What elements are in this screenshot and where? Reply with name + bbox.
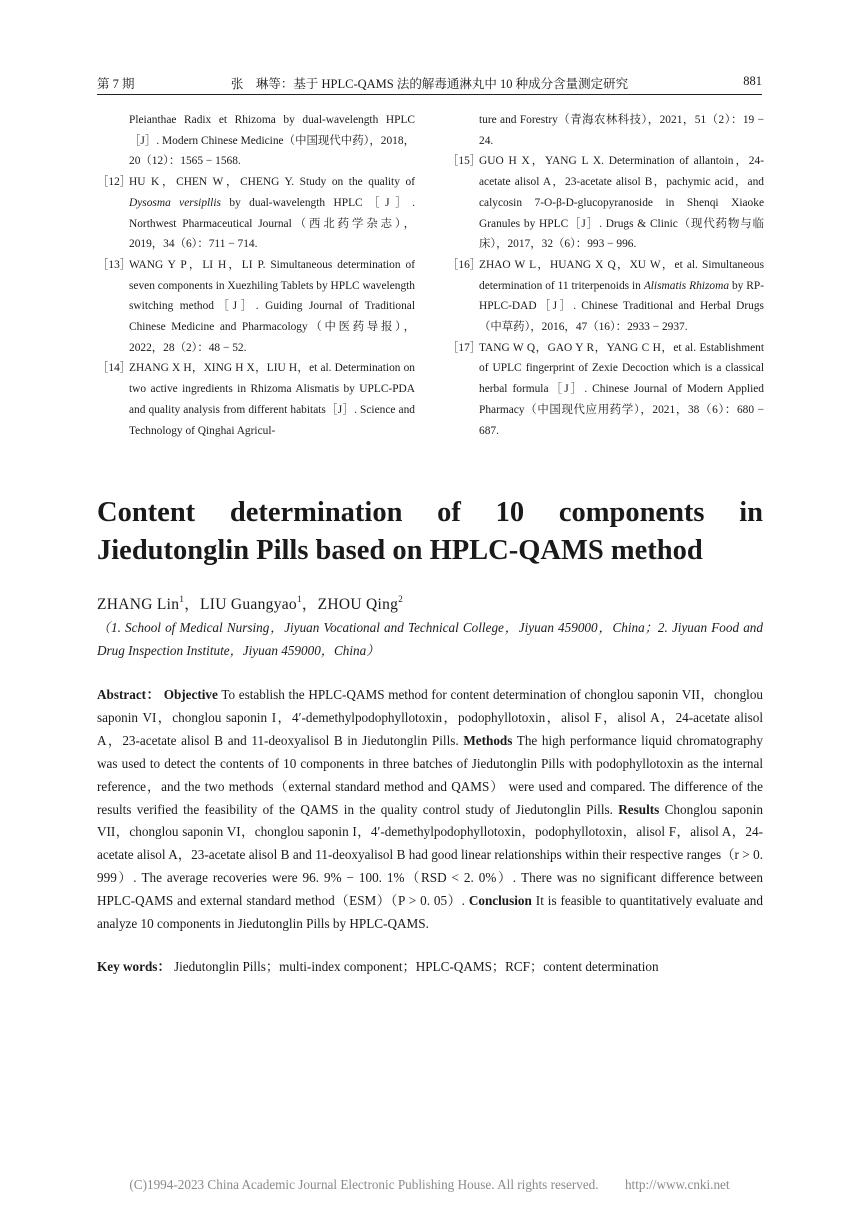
author-affiliation-mark: 1 — [179, 594, 185, 604]
running-title: 张 琳等：基于 HPLC-QAMS 法的解毒通淋丸中 10 种成分含量测定研究 — [230, 77, 629, 91]
reference-number: ［17］ — [447, 341, 482, 354]
reference-item — [97, 358, 415, 441]
reference-text: by RP-HPLC-DAD［J］. Chinese Traditional and Herbal Drugs（中草药），2016，47（16）：2933 − 2937. — [479, 279, 764, 334]
reference-italic: Alismatis Rhizoma — [643, 279, 730, 292]
author-affiliation-mark: 1 — [296, 594, 302, 604]
abstract-label: Abstract — [97, 687, 147, 702]
references-right-column — [447, 110, 764, 441]
reference-item — [447, 338, 764, 442]
methods-label: Methods — [463, 732, 513, 748]
title-line-1: Content determination of 10 components in — [97, 497, 763, 528]
affiliation-text: （1. School of Medical Nursing，Jiyuan Vocational and Technical College，Jiyuan 459000，China；2. Jiyuan Food and Drug Inspection Institute，Jiyuan 459000，China） — [97, 620, 763, 658]
title-line-2: Jiedutonglin Pills based on HPLC-QAMS method — [97, 535, 703, 566]
objective-text: To establish the HPLC-QAMS method for content determination of chonglou saponin VII，chonglou saponin VI，chonglou saponin I，4′-demethylpodophyllotoxin，podophyllotoxin，alisol F，alisol A，24-acetate alisol A，23-acetate alisol B and 11-deoxyalisol B in Jiedutonglin Pills. — [97, 687, 764, 748]
results-text: Chonglou saponin VII，chonglou saponin VI，chonglou saponin I，4′-demethylpodophyllotoxin，podophyllotoxin，alisol F，alisol A，24-acetate alisol A，23-acetate alisol B and 11-deoxyalisol B had good linear relationships within their respective ranges（r > 0. 999）. The average recoveries were 96. 9% − 100. 1%（RSD < 2. 0%）. There was no significant difference between HPLC-QAMS and external standard method（ESM）（P > 0. 05）. — [97, 801, 763, 909]
reference-item — [447, 110, 764, 151]
reference-text: ZHAO W L，HUANG X Q，XU W，et al. Simultaneous determination of 11 triterpenoids in — [479, 258, 764, 292]
paper-title — [97, 494, 763, 570]
abstract: Abstract： Objective To establish the HPLC-QAMS method for content determination of chonglou saponin VII，chonglou saponin VI，chonglou saponin I，4′-demethylpodophyllotoxin，podophyllotoxin，alisol F，alisol A，24-acetate alisol A，23-acetate alisol B and 11-deoxyalisol B in Jiedutonglin Pills. Methods The high performance liquid chromatography was used to detect the contents of 10 components in three batches of Jiedutonglin Pills with podophyllotoxin as the internal reference，and the two methods（external standard method and QAMS） were used and compared. The difference of the results verified the feasibility of the QAMS in the quality control study of Jiedutonglin Pills. Results Chonglou saponin VII，chonglou saponin VI，chonglou saponin I，4′-demethylpodophyllotoxin，podophyllotoxin，alisol F，alisol A，24-acetate alisol A，23-acetate alisol B and 11-deoxyalisol B had good linear relationships within their respective ranges（r > 0. 999）. The average recoveries were 96. 9% − 100. 1%（RSD < 2. 0%）. There was no significant difference between HPLC-QAMS and external standard method（ESM）（P > 0. 05）. Conclusion It is feasible to quantitatively evaluate and analyze 10 components in Jiedutonglin Pills by HPLC-QAMS. — [97, 687, 764, 932]
reference-text: TANG W Q，GAO Y R，YANG C H，et al. Establishment of UPLC fingerprint of Zexie Decoction which is a classical herbal formula［J］. Chinese Journal of Modern Applied Pharmacy（中国现代应用药学），2021，38（6）：680 − 687. — [479, 341, 764, 437]
reference-number: ［16］ — [447, 258, 482, 271]
objective-label: Objective — [163, 687, 218, 702]
reference-number: ［12］ — [97, 176, 132, 189]
reference-text: GUO H X，YANG L X. Determination of allantoin，24-acetate alisol A，23-acetate alisol B，pachymic acid，and calycosin 7-O-β-D-glucopyranoside in Shenqi Xiaoke Granules by HPLC［J］. Drugs & Clinic（现代药物与临床），2017，32（6）：993 − 996. — [479, 155, 764, 251]
reference-item — [97, 255, 415, 359]
reference-item — [97, 172, 415, 255]
reference-text: WANG Y P，LI H，LI P. Simultaneous determination of seven components in Xuezhiling Tablets by HPLC wavelength switching method［J］. Guiding Journal of Traditional Chinese Medicine and Pharmacology（中医药导报），2022，28（2）：48 − 52. — [129, 258, 415, 354]
author-list: ZHANG Lin$^1$，LIU Guangyao$^1$，ZHOU Qing$^2$ — [97, 594, 404, 613]
reference-item — [447, 151, 764, 255]
reference-italic: Dysosma versipllis — [129, 196, 221, 209]
header-rule — [97, 94, 762, 95]
author-name: LIU Guangyao — [199, 596, 297, 613]
conclusion-text: It is feasible to quantitatively evaluate and analyze 10 components in Jiedutonglin Pills by HPLC-QAMS. — [97, 893, 763, 932]
results-label: Results — [618, 801, 660, 817]
reference-text: by dual-wavelength HPLC［J］. Northwest Pharmaceutical Journal（西北药学杂志），2019，34（6）：711 − 714. — [129, 196, 415, 251]
author-name: ZHANG Lin — [97, 596, 180, 613]
reference-text: ZHANG X H，XING H X，LIU H，et al. Determination on two active ingredients in Rhizoma Alismatis by UPLC-PDA and quality analysis from different habitats［J］. Science and Technology of Qinghai Agricul- — [129, 362, 415, 437]
author-name: ZHOU Qing — [317, 596, 399, 613]
page-number: 881 — [743, 74, 762, 88]
reference-text: HU K，CHEN W，CHENG Y. Study on the quality of — [129, 176, 415, 189]
keywords-text: Jiedutonglin Pills；multi-index component；HPLC-QAMS；RCF；content determination — [173, 959, 659, 974]
methods-text: The high performance liquid chromatography was used to detect the contents of 10 components in three batches of Jiedutonglin Pills with podophyllotoxin as the internal reference，and the two methods（external standard method and QAMS） were used and compared. The difference of the results verified the feasibility of the QAMS in the quality control study of Jiedutonglin Pills. — [97, 732, 763, 817]
keywords: Key words： Jiedutonglin Pills；multi-index component；HPLC-QAMS；RCF；content determination — [97, 959, 659, 974]
issue-number: 第 7 期 — [97, 77, 135, 91]
keywords-label: Key words — [97, 959, 158, 974]
reference-number: ［13］ — [97, 258, 132, 271]
conclusion-label: Conclusion — [468, 893, 532, 909]
affiliations — [97, 616, 763, 662]
copyright-footer: (C)1994-2023 China Academic Journal Electronic Publishing House. All rights reserved. http://www.cnki.net — [129, 1177, 730, 1192]
author-affiliation-mark: 2 — [398, 594, 404, 604]
reference-item — [97, 110, 415, 172]
reference-number: ［14］ — [97, 362, 132, 375]
reference-item — [447, 255, 764, 338]
running-header — [97, 74, 762, 92]
references-left-column — [97, 110, 415, 441]
reference-text: Pleianthae Radix et Rhizoma by dual-wavelength HPLC［J］. Modern Chinese Medicine（中国现代中药），2018，20（12）：1565 − 1568. — [129, 114, 415, 168]
reference-number: ［15］ — [447, 155, 482, 168]
reference-text: ture and Forestry（青海农林科技），2021，51（2）：19 − 24. — [479, 114, 764, 147]
